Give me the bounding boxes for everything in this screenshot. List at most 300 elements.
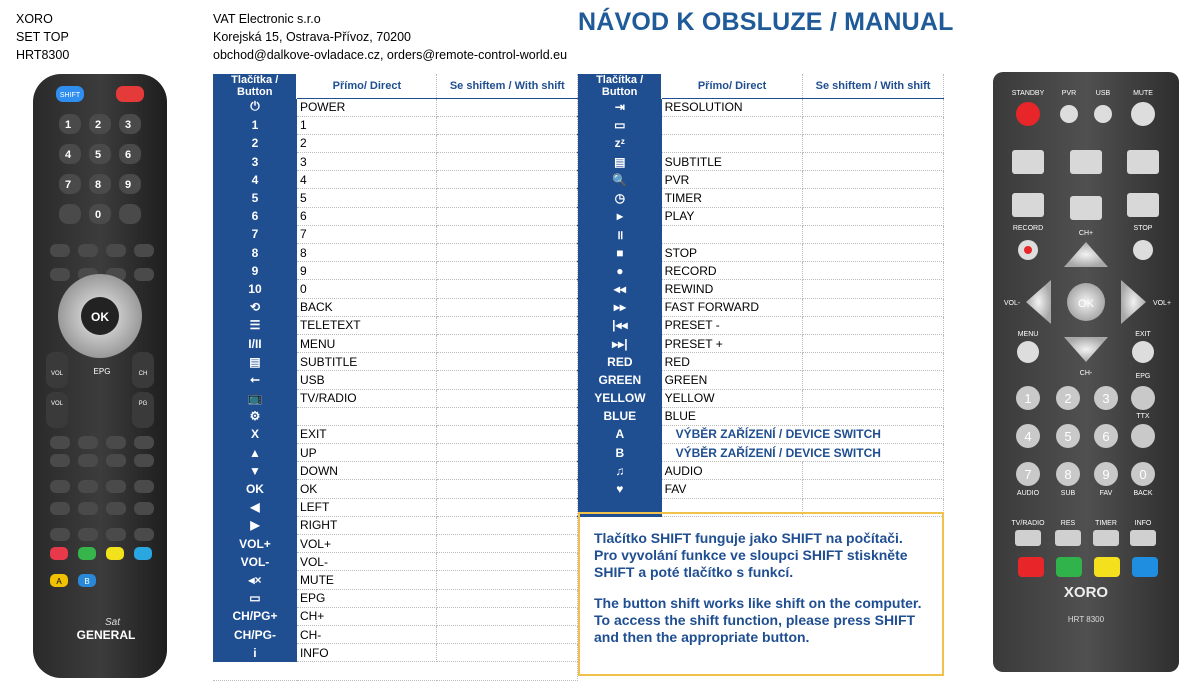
empty-cell [213,662,578,680]
function-key[interactable] [50,436,70,449]
direct-function-cell: FAV [662,480,803,498]
button-key-cell: ♫ [578,462,662,480]
table-row [213,116,944,134]
menu-label: MENU [1017,331,1039,338]
epg-key-label: EPG [93,367,111,376]
general-remote-image [30,72,170,682]
button-key-cell: zᶻ [578,134,662,152]
direct-function-cell: 2 [297,134,437,152]
button-key-cell: ▤ [578,153,662,171]
direct-function-cell: TIMER [662,189,803,207]
direct-function-cell: FAST FORWARD [662,298,803,316]
direct-function-cell: SUBTITLE [297,353,437,371]
shift-function-cell [437,625,578,643]
button-key-cell: B [578,444,662,462]
button-key-cell: ▸▸| [578,334,662,352]
table-row [213,280,944,298]
button-key-cell: 4 [213,171,297,189]
function-key[interactable] [134,502,154,515]
function-key[interactable] [78,436,98,449]
shift-function-cell [437,316,578,334]
function-key[interactable] [119,204,141,224]
number-key-label: 9 [124,179,132,191]
key-label: BACK [1133,490,1153,497]
function-key[interactable] [50,268,70,281]
power-key[interactable] [116,86,144,102]
key-label: TIMER [1095,520,1117,527]
table-row [213,462,944,480]
button-key-cell: 2 [213,134,297,152]
function-key[interactable] [50,502,70,515]
table-row [213,371,944,389]
device-type: SET TOP [16,30,69,44]
shift-function-cell [437,571,578,589]
button-key-cell: ⇥ [578,98,662,116]
button-key-cell: ☰ [213,316,297,334]
direct-function-cell: USB [297,371,437,389]
shift-function-cell [437,153,578,171]
exit-label: EXIT [1135,331,1151,338]
table-row [213,444,944,462]
col-button: Tlačítka / Button [213,74,297,98]
top-key-label: USB [1095,90,1111,97]
direct-function-cell: RED [662,353,803,371]
shift-function-cell [803,116,944,134]
top-key-label: PVR [1061,90,1077,97]
direct-function-cell: PLAY [662,207,803,225]
function-key[interactable] [78,502,98,515]
shift-function-cell [437,280,578,298]
key-label: SUB [1060,490,1076,497]
button-key-cell: 3 [213,153,297,171]
shift-function-cell [803,316,944,334]
shift-key-label: SHIFT [59,92,81,99]
button-key-cell: ▶ [213,516,297,534]
direct-function-cell: UP [297,444,437,462]
number-key-label: 2 [1064,391,1072,406]
direct-function-cell: RESOLUTION [662,98,803,116]
table-row [213,207,944,225]
function-key[interactable] [106,528,126,541]
direct-function-cell: CH+ [297,607,437,625]
ttx-label: TTX [1136,413,1150,420]
button-key-cell: CH/PG- [213,625,297,643]
number-key-label: 4 [64,149,72,161]
direct-function-cell: VÝBĚR ZAŘÍZENÍ / DEVICE SWITCH [662,444,944,462]
button-key-cell: ▼ [213,462,297,480]
function-key[interactable] [78,244,98,257]
brand-label: XORO [16,12,53,26]
button-key-cell: ॥ [578,225,662,243]
shift-function-cell [437,244,578,262]
direct-function-cell [297,407,437,425]
button-key-cell: X [213,425,297,443]
table-row [213,389,944,407]
shift-function-cell [803,298,944,316]
shift-function-cell [437,389,578,407]
model-label: HRT8300 [16,48,70,62]
ch-label: CH [138,371,148,377]
direct-function-cell: VOL+ [297,535,437,553]
key-label: RES [1060,520,1076,527]
shift-function-cell [437,480,578,498]
button-key-cell: 🔍 [578,171,662,189]
pg-label: PG [138,401,148,407]
a-key-label: A [56,577,62,586]
table-row [213,353,944,371]
button-key-cell: VOL+ [213,535,297,553]
top-key[interactable] [1060,105,1078,123]
model-logo-text: HRT 8300 [1067,615,1105,624]
shift-function-cell [803,407,944,425]
button-key-cell: 10 [213,280,297,298]
button-key-cell: ⏻ [213,98,297,116]
shift-function-cell [437,371,578,389]
shift-function-cell [437,516,578,534]
button-key-cell: 6 [213,207,297,225]
record-label: RECORD [1012,225,1044,232]
number-key-label: 5 [1064,429,1072,444]
button-key-cell: ♥ [578,480,662,498]
ch-down-key[interactable] [132,392,154,428]
function-key[interactable] [134,244,154,257]
number-key-label: 0 [1139,467,1147,482]
direct-function-cell: REWIND [662,280,803,298]
number-key-label: 1 [1024,391,1032,406]
shift-note [578,512,944,676]
key-label: INFO [1134,520,1152,527]
table-row [213,98,944,116]
function-key[interactable] [78,480,98,493]
button-key-cell: A [578,425,662,443]
direct-function-cell: RIGHT [297,516,437,534]
shift-function-cell [437,334,578,352]
function-key[interactable] [106,480,126,493]
direct-function-cell: 8 [297,244,437,262]
function-key[interactable] [1093,530,1119,546]
function-key[interactable] [1131,386,1155,410]
function-key[interactable] [1015,530,1041,546]
function-key[interactable] [106,454,126,467]
button-key-cell: ▭ [213,589,297,607]
shift-function-cell [437,298,578,316]
shift-function-cell [437,589,578,607]
sat-logo-text: Sat [104,617,120,628]
vol-minus-label: VOL- [1003,300,1021,307]
number-key-label: 7 [1024,467,1032,482]
direct-function-cell: GREEN [662,371,803,389]
button-key-cell: ⟲ [213,298,297,316]
table-row [213,225,944,243]
function-key[interactable] [50,244,70,257]
number-key-label: 8 [94,179,102,191]
stop-key[interactable] [1133,240,1153,260]
function-key[interactable] [134,480,154,493]
red-key[interactable] [50,547,68,560]
button-key-cell: ◂◂ [578,280,662,298]
number-key-label: 3 [124,119,132,131]
shift-note-en: The button shift works like shift on the computer. To access the shift function, please press SHIFT and then the appropriate button. [594,595,922,645]
button-key-cell: ▭ [578,116,662,134]
table-row [213,262,944,280]
button-key-cell: ◂× [213,571,297,589]
direct-function-cell: 3 [297,153,437,171]
shift-function-cell [803,98,944,116]
company-address: Korejská 15, Ostrava-Přívoz, 70200 [213,30,412,44]
top-key-label: STANDBY [1011,90,1045,97]
col-direct: Přímo/ Direct [662,74,803,98]
shift-function-cell [437,189,578,207]
direct-function-cell: SUBTITLE [662,153,803,171]
shift-function-cell [803,207,944,225]
direct-function-cell [662,116,803,134]
epg-label: EPG [1135,373,1151,380]
green-key[interactable] [78,547,96,560]
button-key-cell: ▸ [578,207,662,225]
table-row [213,171,944,189]
yellow-key[interactable] [1094,557,1120,577]
shift-function-cell [437,225,578,243]
shift-function-cell [803,262,944,280]
shift-function-cell [803,280,944,298]
function-key[interactable] [106,244,126,257]
standby-key[interactable] [1016,102,1040,126]
function-key[interactable] [134,268,154,281]
function-key[interactable] [59,204,81,224]
button-key-cell: 7 [213,225,297,243]
vol-label: VOL [50,371,64,377]
direct-function-cell: PVR [662,171,803,189]
key-label: TV/RADIO [1011,520,1045,527]
ch-minus-label: CH- [1079,370,1093,377]
transport-key[interactable] [1012,193,1044,217]
function-key[interactable] [134,436,154,449]
general-logo-text: GENERAL [76,628,136,642]
shift-function-cell [803,353,944,371]
number-key-label: 9 [1102,467,1110,482]
button-key-cell: ⚙ [213,407,297,425]
button-key-cell: 5 [213,189,297,207]
shift-function-cell [437,553,578,571]
xoro-logo-text: XORO [1063,584,1109,601]
direct-function-cell: DOWN [297,462,437,480]
ok-key-label: OK [91,310,109,324]
shift-function-cell [803,371,944,389]
table-row [213,134,944,152]
direct-function-cell: BACK [297,298,437,316]
table-row [213,425,944,443]
ch-up-key[interactable] [132,352,154,388]
yellow-key[interactable] [106,547,124,560]
shift-function-cell [437,207,578,225]
table-row [213,480,944,498]
number-key-label: 5 [94,149,102,161]
number-key-label: 3 [1102,391,1110,406]
function-key[interactable] [78,528,98,541]
direct-function-cell: BLUE [662,407,803,425]
button-key-cell: ■ [578,244,662,262]
number-key-label: 6 [1102,429,1110,444]
direct-function-cell: INFO [297,644,437,662]
shift-function-cell [803,244,944,262]
direct-function-cell: TV/RADIO [297,389,437,407]
table-row [213,298,944,316]
button-key-cell: YELLOW [578,389,662,407]
shift-function-cell [803,480,944,498]
transport-key[interactable] [1070,196,1102,220]
button-key-cell: 📺 [213,389,297,407]
function-key[interactable] [106,436,126,449]
direct-function-cell: 4 [297,171,437,189]
green-key[interactable] [1056,557,1082,577]
button-key-cell: ⭠ [213,371,297,389]
direct-function-cell: POWER [297,98,437,116]
direct-function-cell: 9 [297,262,437,280]
blue-key[interactable] [134,547,152,560]
button-key-cell: GREEN [578,371,662,389]
button-key-cell: BLUE [578,407,662,425]
shift-function-cell [437,98,578,116]
top-key-label: MUTE [1133,90,1153,97]
shift-function-cell [437,262,578,280]
col-shift: Se shiftem / With shift [803,74,944,98]
ch-plus-label: CH+ [1078,230,1094,237]
menu-key[interactable] [1017,341,1039,363]
top-key[interactable] [1131,102,1155,126]
shift-function-cell [437,644,578,662]
button-key-cell: 1 [213,116,297,134]
table-row [213,334,944,352]
direct-function-cell: 6 [297,207,437,225]
direct-function-cell: EXIT [297,425,437,443]
button-key-cell: i [213,644,297,662]
transport-key[interactable] [1127,193,1159,217]
record-dot-icon [1024,246,1032,254]
button-key-cell: ▲ [213,444,297,462]
shift-function-cell [437,407,578,425]
b-key-label: B [84,577,90,586]
direct-function-cell: MUTE [297,571,437,589]
shift-function-cell [437,444,578,462]
number-key-label: 7 [64,179,72,191]
number-key-label: 1 [64,119,72,131]
button-key-cell: I/II [213,334,297,352]
button-key-cell: RED [578,353,662,371]
direct-function-cell: VÝBĚR ZAŘÍZENÍ / DEVICE SWITCH [662,425,944,443]
direct-function-cell: PRESET + [662,334,803,352]
vol-down-key[interactable] [46,392,68,428]
shift-function-cell [803,225,944,243]
function-key[interactable] [134,528,154,541]
function-key[interactable] [1130,530,1156,546]
top-key[interactable] [1094,105,1112,123]
transport-key[interactable] [1127,150,1159,174]
function-key[interactable] [134,454,154,467]
col-button: Tlačítka / Button [578,74,662,98]
shift-function-cell [437,116,578,134]
direct-function-cell: OK [297,480,437,498]
direct-function-cell: STOP [662,244,803,262]
direct-function-cell: PRESET - [662,316,803,334]
direct-function-cell: 5 [297,189,437,207]
button-key-cell: ● [578,262,662,280]
table-row [213,244,944,262]
function-key[interactable] [106,502,126,515]
stop-label: STOP [1133,225,1153,232]
direct-function-cell: TELETEXT [297,316,437,334]
direct-function-cell: 7 [297,225,437,243]
vol-label: VOL [50,401,64,407]
table-row [213,407,944,425]
function-key[interactable] [50,528,70,541]
button-key-cell: CH/PG+ [213,607,297,625]
red-key[interactable] [1018,557,1044,577]
button-key-cell: ▤ [213,353,297,371]
shift-function-cell [803,171,944,189]
button-key-cell: ◷ [578,189,662,207]
shift-function-cell [437,607,578,625]
exit-key[interactable] [1132,341,1154,363]
vol-up-key[interactable] [46,352,68,388]
number-key-label: 8 [1064,467,1072,482]
shift-function-cell [803,462,944,480]
button-key-cell: 8 [213,244,297,262]
direct-function-cell: EPG [297,589,437,607]
direct-function-cell: VOL- [297,553,437,571]
col-direct: Přímo/ Direct [297,74,437,98]
button-key-cell: ◀ [213,498,297,516]
function-key[interactable] [1055,530,1081,546]
button-key-cell: 9 [213,262,297,280]
button-key-cell: |◂◂ [578,316,662,334]
table-row [213,316,944,334]
col-shift: Se shiftem / With shift [437,74,578,98]
direct-function-cell: AUDIO [662,462,803,480]
transport-key[interactable] [1012,150,1044,174]
key-label: AUDIO [1016,490,1040,497]
direct-function-cell: MENU [297,334,437,352]
ok-key-label: OK [1078,298,1094,310]
function-key[interactable] [50,454,70,467]
function-key[interactable] [78,454,98,467]
function-key[interactable] [50,480,70,493]
direct-function-cell: LEFT [297,498,437,516]
direct-function-cell: 1 [297,116,437,134]
shift-function-cell [437,425,578,443]
company-name: VAT Electronic s.r.o [213,12,321,26]
number-key-label: 4 [1024,429,1032,444]
shift-function-cell [803,189,944,207]
function-key[interactable] [1131,424,1155,448]
button-key-cell: VOL- [213,553,297,571]
number-key-label: 0 [94,209,102,221]
transport-key[interactable] [1070,150,1102,174]
vol-plus-label: VOL+ [1152,300,1172,307]
shift-function-cell [803,334,944,352]
company-emails: obchod@dalkove-ovladace.cz, orders@remote-control-world.eu [213,48,568,62]
button-key-cell: OK [213,480,297,498]
number-key-label: 2 [94,119,102,131]
blue-key[interactable] [1132,557,1158,577]
shift-function-cell [803,153,944,171]
button-key-cell: ▸▸ [578,298,662,316]
shift-function-cell [437,498,578,516]
direct-function-cell: 0 [297,280,437,298]
shift-function-cell [437,462,578,480]
shift-function-cell [437,171,578,189]
shift-function-cell [437,134,578,152]
table-row [213,189,944,207]
